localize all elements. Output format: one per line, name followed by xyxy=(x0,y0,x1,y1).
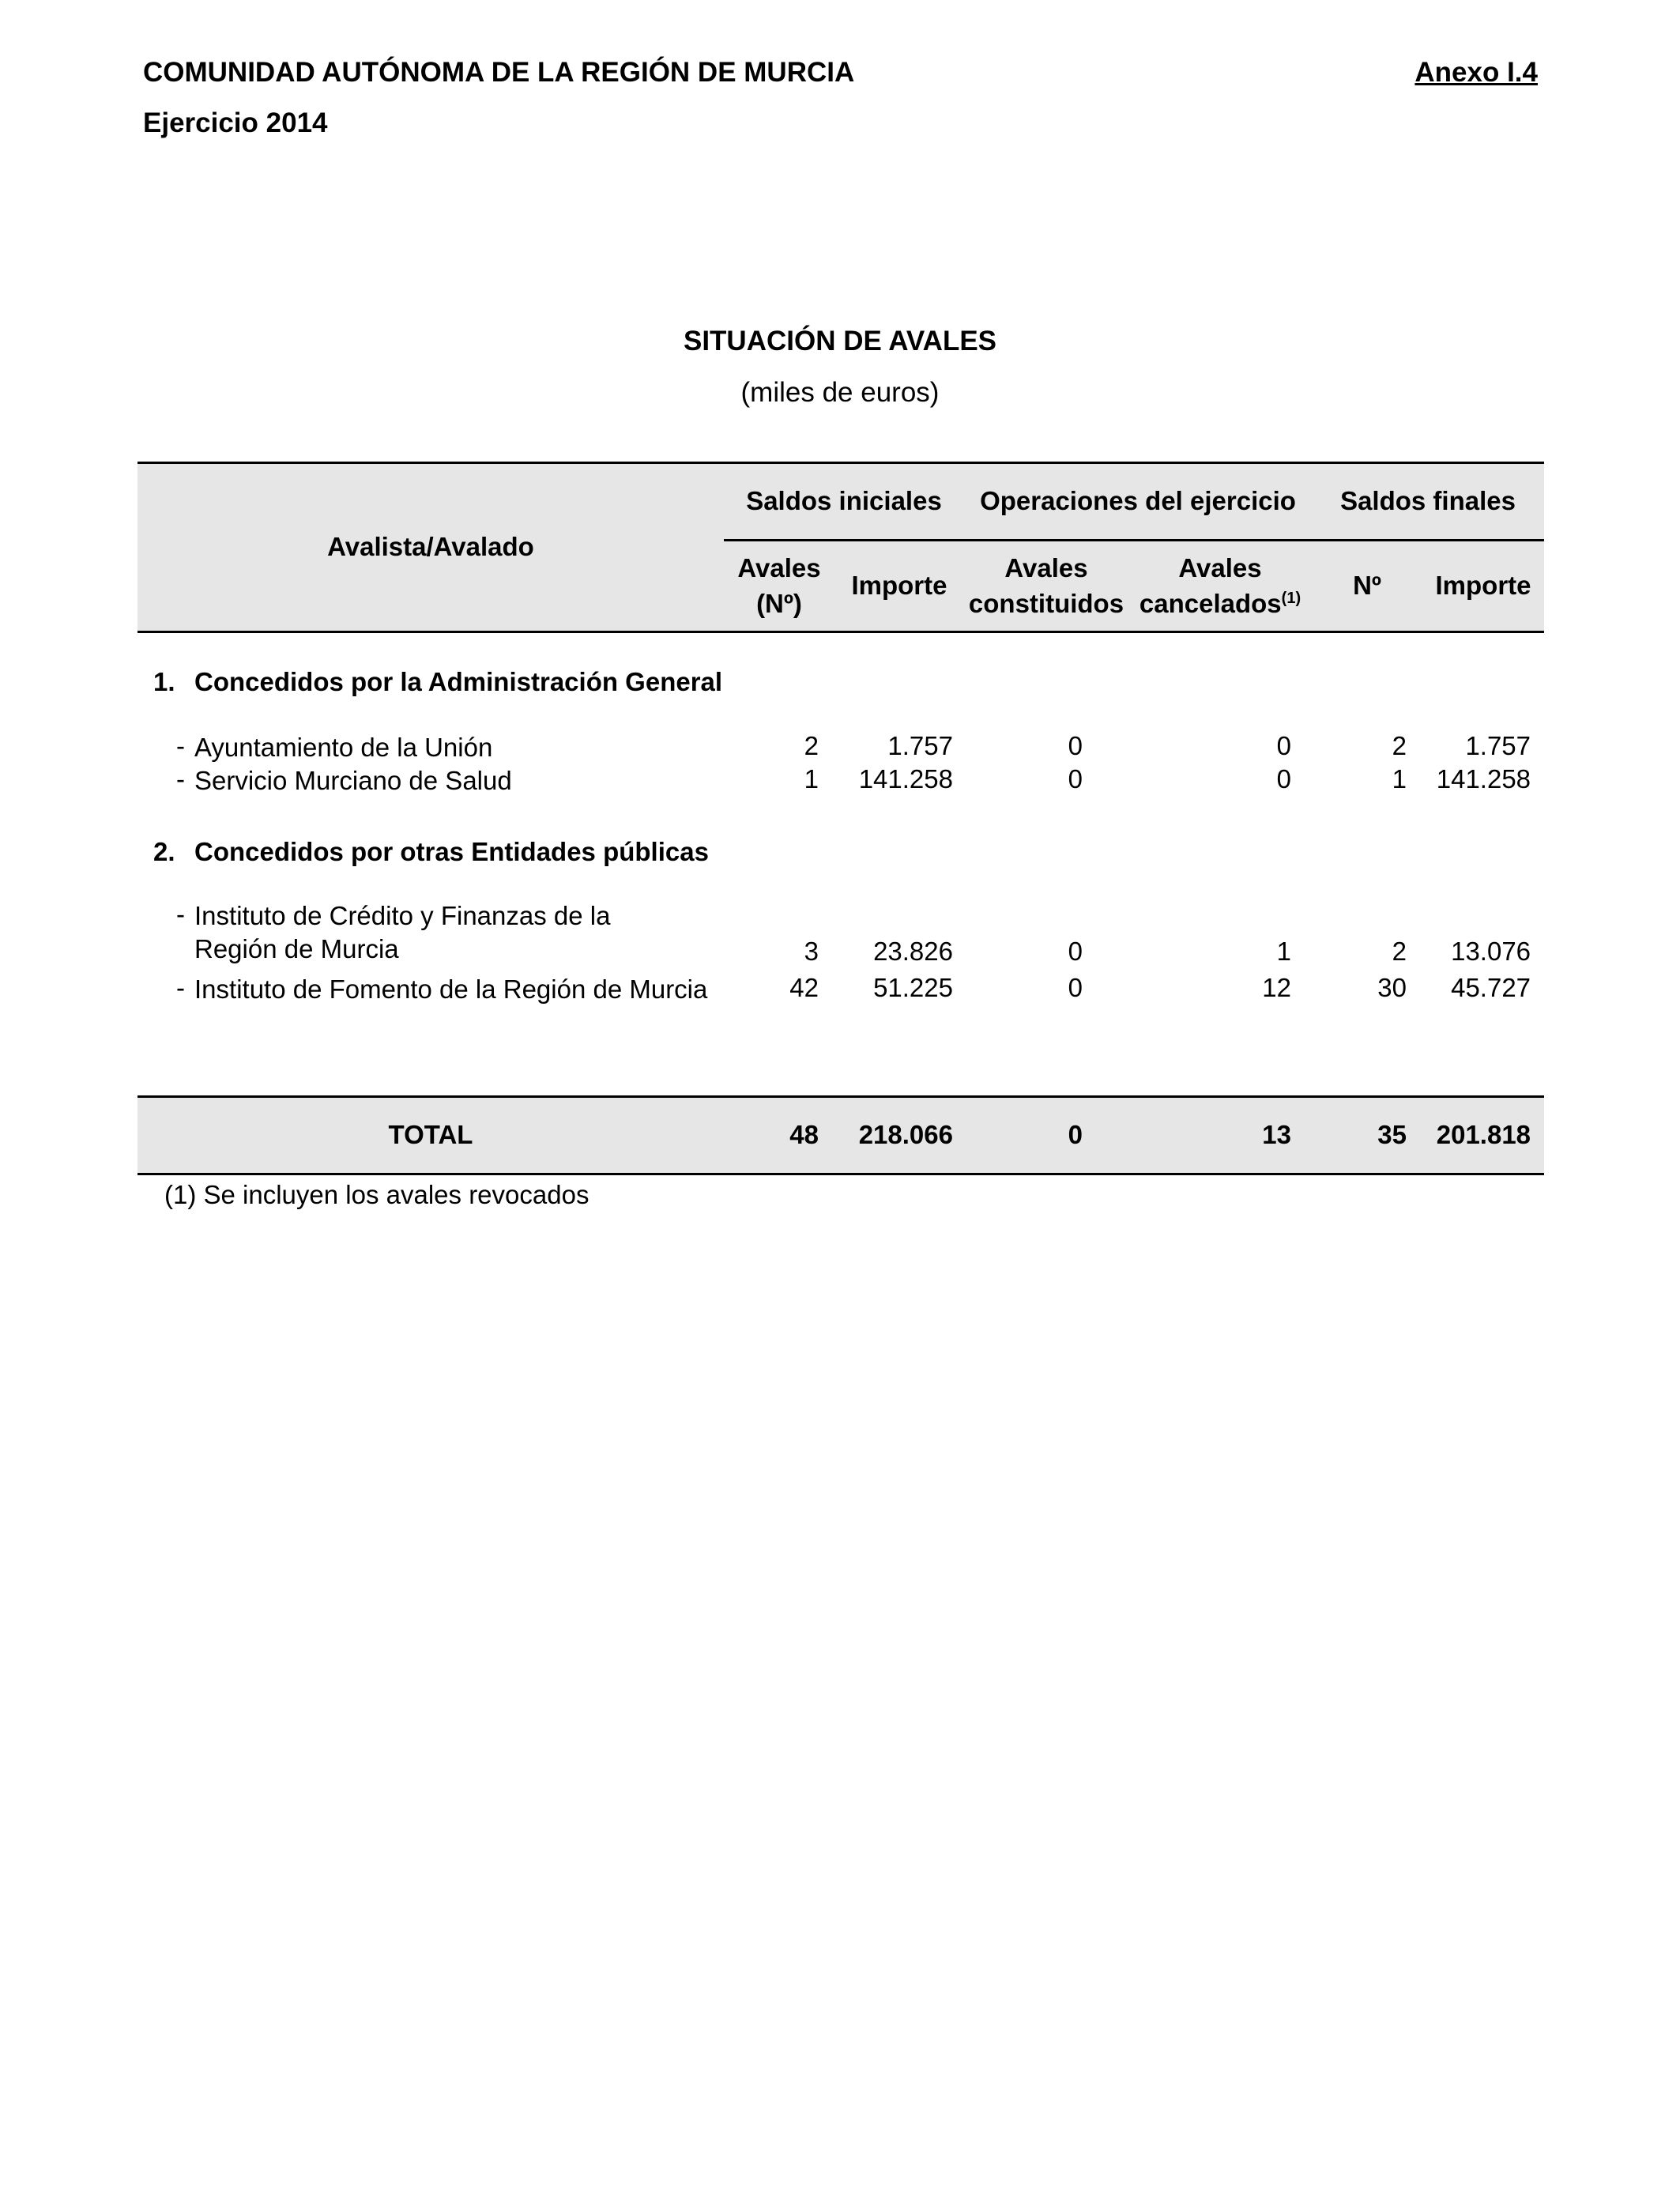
row-name: Servicio Murciano de Salud xyxy=(194,766,512,795)
total-avales-n: 48 xyxy=(724,1096,834,1174)
total-importe: 218.066 xyxy=(834,1096,964,1174)
col-header-cancelados-line1: Avales xyxy=(1178,552,1262,582)
col-header-cancelados-text: cancelados xyxy=(1139,588,1282,618)
cell-cancelados: 0 xyxy=(1276,764,1292,794)
group-header-saldos-iniciales: Saldos iniciales xyxy=(724,463,964,541)
total-constituidos: 0 xyxy=(964,1096,1128,1174)
footnote: (1) Se incluyen los avales revocados xyxy=(164,1180,590,1209)
cell-constituidos: 0 xyxy=(1068,937,1083,966)
row-name: Instituto de Fomento de la Región de Murcia xyxy=(194,974,708,1004)
page-subtitle: (miles de euros) xyxy=(740,377,940,408)
col-header-avalista: Avalista/Avalado xyxy=(137,463,724,632)
table-row xyxy=(137,973,1544,1016)
group-header-saldos-finales: Saldos finales xyxy=(1312,463,1544,541)
col-header-final-n: Nº xyxy=(1312,541,1422,632)
cell-cancelados: 0 xyxy=(1276,731,1292,760)
cell-constituidos: 0 xyxy=(1068,731,1083,760)
cell-avales-n: 3 xyxy=(804,937,819,966)
fiscal-year: Ejercicio 2014 xyxy=(143,107,328,138)
col-header-avales-n xyxy=(724,541,834,632)
section-row xyxy=(137,632,1544,722)
cell-constituidos: 0 xyxy=(1068,764,1083,794)
cell-final-n: 1 xyxy=(1392,764,1407,794)
cell-final-n: 2 xyxy=(1392,937,1407,966)
cell-constituidos: 0 xyxy=(1068,973,1083,1002)
col-header-cancelados xyxy=(1128,541,1312,632)
bullet-dash: - xyxy=(176,731,185,760)
cell-importe: 141.258 xyxy=(858,764,953,794)
section-index: 2. xyxy=(153,836,175,866)
col-header-importe: Importe xyxy=(834,541,964,632)
total-cancelados: 13 xyxy=(1128,1096,1312,1174)
row-name: Ayuntamiento de la Unión xyxy=(194,733,493,762)
total-label: TOTAL xyxy=(137,1096,724,1174)
cell-final-importe: 45.727 xyxy=(1451,973,1531,1002)
section-row xyxy=(137,807,1544,896)
row-name: Instituto de Crédito y Finanzas de la Región de Murcia xyxy=(194,901,611,963)
table-row xyxy=(137,764,1544,807)
total-final-n: 35 xyxy=(1312,1096,1422,1174)
section-index: 1. xyxy=(153,667,175,696)
cell-avales-n: 42 xyxy=(789,973,819,1002)
col-header-cancelados-line2 xyxy=(1128,586,1312,622)
cell-final-n: 30 xyxy=(1377,973,1407,1002)
page-title: SITUACIÓN DE AVALES xyxy=(683,326,997,356)
cell-importe: 1.757 xyxy=(887,731,953,760)
section-label: Concedidos por la Administración General xyxy=(194,667,723,696)
guarantees-table xyxy=(137,462,1544,1175)
col-header-constituidos-line2: constituidos xyxy=(968,588,1124,618)
total-row xyxy=(137,1096,1544,1174)
bullet-dash: - xyxy=(176,764,185,794)
spacer-row xyxy=(137,1016,1544,1096)
col-header-constituidos xyxy=(964,541,1128,632)
col-header-avales-line2: (Nº) xyxy=(756,588,802,618)
section-label: Concedidos por otras Entidades públicas xyxy=(194,836,709,866)
cell-cancelados: 1 xyxy=(1276,937,1292,966)
bullet-dash: - xyxy=(176,973,185,1002)
organization-name: COMUNIDAD AUTÓNOMA DE LA REGIÓN DE MURCIA xyxy=(143,57,855,88)
total-final-importe: 201.818 xyxy=(1422,1096,1544,1174)
cell-final-importe: 1.757 xyxy=(1465,731,1531,760)
cell-avales-n: 1 xyxy=(804,764,819,794)
cell-final-n: 2 xyxy=(1392,731,1407,760)
cell-importe: 23.826 xyxy=(873,937,953,966)
cell-cancelados: 12 xyxy=(1262,973,1292,1002)
cell-final-importe: 13.076 xyxy=(1451,937,1531,966)
annex-label: Anexo I.4 xyxy=(1414,57,1538,88)
bullet-dash: - xyxy=(176,899,185,929)
col-header-final-importe: Importe xyxy=(1422,541,1544,632)
table-row xyxy=(137,896,1544,973)
cell-final-importe: 141.258 xyxy=(1436,764,1531,794)
document-header xyxy=(143,57,854,158)
table-header xyxy=(137,463,1544,632)
col-header-constituidos-line1: Avales xyxy=(1004,552,1088,582)
table-row xyxy=(137,722,1544,764)
col-header-avales-line1: Avales xyxy=(737,552,821,582)
cell-importe: 51.225 xyxy=(873,973,953,1002)
table-body xyxy=(137,632,1544,1174)
group-header-operaciones: Operaciones del ejercicio xyxy=(964,463,1312,541)
cell-avales-n: 2 xyxy=(804,731,819,760)
footnote-ref: (1) xyxy=(1281,589,1301,607)
